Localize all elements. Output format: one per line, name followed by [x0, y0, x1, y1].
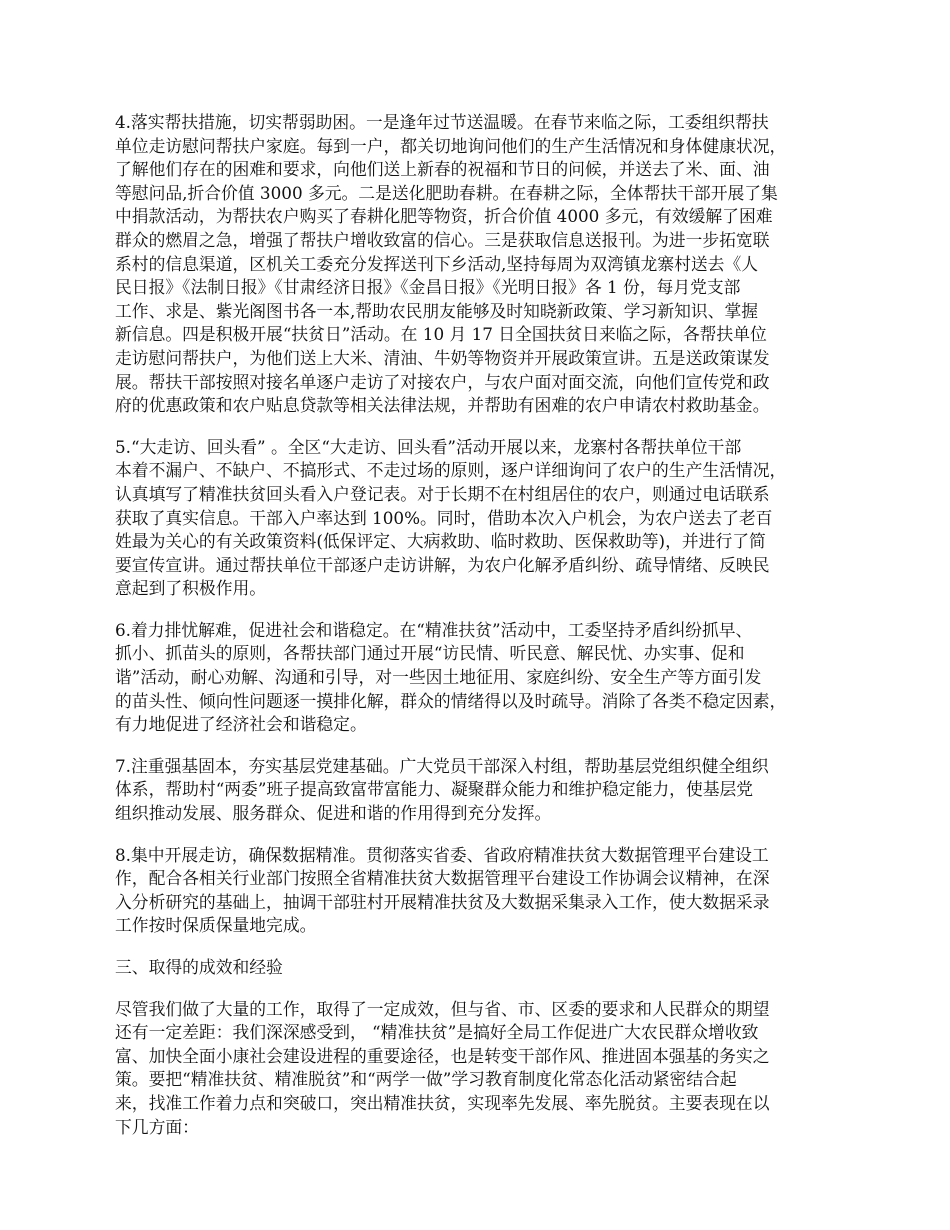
paragraph-8-data-accuracy	[115, 844, 856, 938]
text-line: 认真填写了精准扶贫回头看入户登记表。对于长期不在村组居住的农户，则通过电话联系	[115, 483, 770, 504]
text-line: 本着不漏户、不缺户、不搞形式、不走过场的原则，逐户详细询问了农户的生产生活情况，	[115, 460, 787, 481]
text-line: 获取了真实信息。干部入户率达到 100%。同时，借助本次入户机会，为农户送去了老百	[115, 507, 773, 528]
text-line: 群众的燃眉之急，增强了帮扶户增收致富的信心。三是获取信息送报刊。为进一步拓宽联	[115, 229, 770, 250]
text-line: 抓小、抓苗头的原则，各帮扶部门通过开展“访民情、听民意、解民忧、办实事、促和	[115, 643, 745, 664]
text-line: 新信息。四是积极开展“扶贫日”活动。在 10 月 17 日全国扶贫日来临之际，各帮扶单位	[115, 324, 767, 345]
text-line: 下几方面：	[115, 1116, 199, 1137]
text-line: 府的优惠政策和农户贴息贷款等相关法律法规，并帮助有困难的农户申请农村救助基金。	[115, 395, 770, 416]
text-line: 8.集中开展走访，确保数据精准。贯彻落实省委、省政府精准扶贫大数据管理平台建设工	[115, 844, 769, 865]
text-line: 民日报》《法制日报》《甘肃经济日报》《金昌日报》《光明日报》各 1 份，每月党支部	[115, 277, 741, 298]
text-line: 5.“大走访、回头看” 。全区“大走访、回头看”活动开展以来，龙寨村各帮扶单位干部	[115, 436, 742, 457]
text-line: 了解他们存在的困难和要求，向他们送上新春的祝福和节日的问候，并送去了米、面、油	[115, 159, 770, 180]
text-line: 6.着力排忧解难，促进社会和谐稳定。在“精准扶贫”活动中，工委坚持矛盾纠纷抓早、	[115, 619, 753, 640]
text-line: 入分析研究的基础上，抽调干部驻村开展精准扶贫及大数据采集录入工作，使大数据采录	[115, 891, 770, 912]
paragraph-6-social-stability	[115, 619, 856, 737]
text-line: 作，配合各相关行业部门按照全省精准扶贫大数据管理平台建设工作协调会议精神，在深	[115, 868, 770, 889]
text-line: 的苗头性、倾向性问题逐一摸排化解，群众的情绪得以及时疏导。消除了各类不稳定因素，	[115, 690, 787, 711]
paragraph-7-party-building	[115, 755, 856, 826]
text-line: 意起到了积极作用。	[115, 578, 267, 599]
text-line: 富、加快全面小康社会建设进程的重要途径，也是转变干部作风、推进固本强基的务实之	[115, 1045, 770, 1066]
text-line: 还有一定差距：我们深深感受到， “精准扶贫”是搞好全局工作促进广大农民群众增收致	[115, 1022, 759, 1043]
text-line: 7.注重强基固本，夯实基层党建基础。广大党员干部深入村组，帮助基层党组织健全组织	[115, 755, 769, 776]
text-line: 有力地促进了经济社会和谐稳定。	[115, 714, 367, 735]
text-line: 展。帮扶干部按照对接名单逐户走访了对接农户，与农户面对面交流，向他们宣传党和政	[115, 371, 770, 392]
text-line: 走访慰问帮扶户，为他们送上大米、清油、牛奶等物资并开展政策宣讲。五是送政策谋发	[115, 347, 770, 368]
paragraph-4-assistance-measures	[115, 111, 856, 418]
text-line: 工作按时保质保量地完成。	[115, 915, 317, 936]
section-heading-results	[115, 956, 856, 980]
text-line: 谐”活动，耐心劝解、沟通和引导，对一些因土地征用、家庭纠纷、安全生产等方面引发	[115, 667, 762, 688]
text-line: 尽管我们做了大量的工作，取得了一定成效，但与省、市、区委的要求和人民群众的期望	[115, 998, 770, 1019]
text-line: 系村的信息渠道，区机关工委充分发挥送刊下乡活动,坚持每周为双湾镇龙寨村送去《人	[115, 253, 759, 274]
text-line: 中捐款活动，为帮扶农户购买了春耕化肥等物资，折合价值 4000 多元，有效缓解了困难	[115, 206, 773, 227]
paragraph-5-visit-review	[115, 436, 856, 601]
text-line: 要宣传宣讲。通过帮扶单位干部逐户走访讲解，为农户化解矛盾纠纷、疏导情绪、反映民	[115, 554, 770, 575]
text-line: 策。要把“精准扶贫、精准脱贫”和“两学一做”学习教育制度化常态化活动紧密结合起	[115, 1069, 737, 1090]
text-line: 三、取得的成效和经验	[115, 957, 283, 977]
text-line: 单位走访慰问帮扶户家庭。每到一户，都关切地询问他们的生产生活情况和身体健康状况，	[115, 135, 787, 156]
text-line: 体系，帮助村“两委”班子提高致富带富能力、凝聚群众能力和维护稳定能力，使基层党	[115, 779, 754, 800]
text-line: 4.落实帮扶措施，切实帮弱助困。一是逢年过节送温暖。在春节来临之际，工委组织帮扶	[115, 112, 769, 132]
text-line: 等慰问品,折合价值 3000 多元。二是送化肥助春耕。在春耕之际，全体帮扶干部开展了集	[115, 182, 778, 203]
paragraph-conclusion	[115, 998, 856, 1140]
text-line: 来，找准工作着力点和突破口，突出精准扶贫，实现率先发展、率先脱贫。主要表现在以	[115, 1092, 770, 1113]
text-line: 姓最为关心的有关政策资料(低保评定、大病救助、临时救助、医保救助等)，并进行了简	[115, 531, 766, 552]
text-line: 工作、求是、紫光阁图书各一本,帮助农民朋友能够及时知晓新政策、学习新知识、掌握	[115, 300, 759, 321]
text-line: 组织推动发展、服务群众、促进和谐的作用得到充分发挥。	[115, 803, 552, 824]
